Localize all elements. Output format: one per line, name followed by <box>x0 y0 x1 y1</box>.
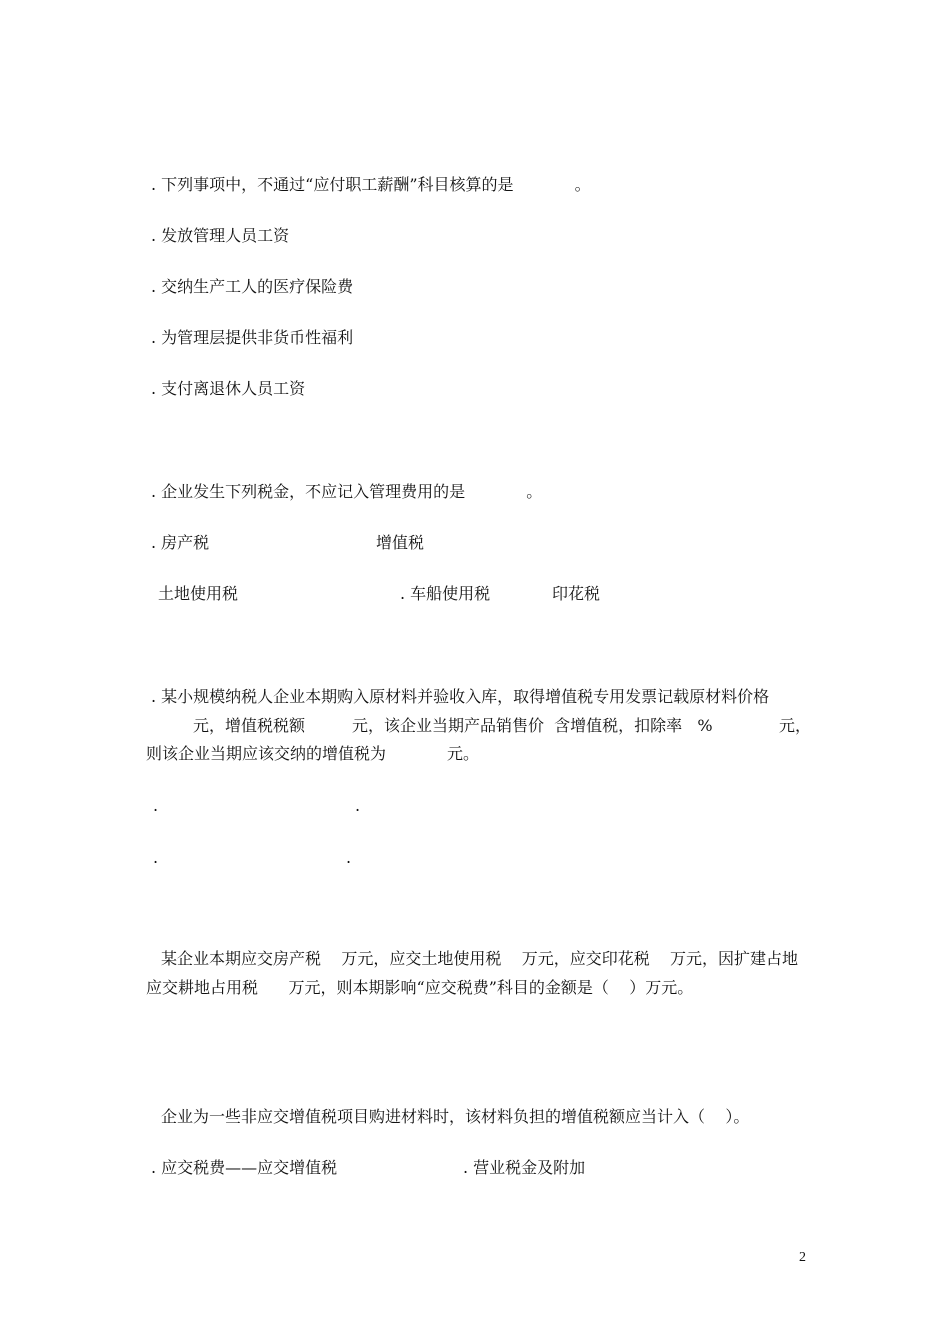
q5-option-b: . 营业税金及附加 <box>463 1158 586 1177</box>
q3-option-b: . <box>355 796 361 815</box>
q4-line-2: 应交耕地占用税 万元，则本期影响“应交税费”科目的金额是（ ）万元。 <box>146 978 694 997</box>
q4-line-1: 某企业本期应交房产税 万元，应交土地使用税 万元，应交印花税 万元，因扩建占地 <box>161 949 799 968</box>
q5-option-a: . 应交税费——应交增值税 <box>151 1158 338 1177</box>
q1-option-b: . 交纳生产工人的医疗保险费 <box>151 277 354 296</box>
q1-stem: . 下列事项中，不通过“应付职工薪酬”科目核算的是 。 <box>151 175 591 194</box>
q3-line-1: . 某小规模纳税人企业本期购入原材料并验收入库，取得增值税专用发票记载原材料价格 <box>151 687 770 706</box>
q1-option-a: . 发放管理人员工资 <box>151 226 290 245</box>
q3-line-2c: 元， <box>779 716 812 735</box>
q5-stem: 企业为一些非应交增值税项目购进材料时，该材料负担的增值税额应当计入（ ）。 <box>161 1107 750 1126</box>
q3-option-c: . <box>153 848 159 867</box>
q2-option-a: . 房产税 <box>151 533 210 552</box>
q3-option-d: . <box>346 848 352 867</box>
q2-option-e: 印花税 <box>552 584 601 603</box>
q2-option-d: . 车船使用税 <box>400 584 491 603</box>
page-number: 2 <box>799 1250 806 1265</box>
q3-line-2b: 元，该企业当期产品销售价 含增值税，扣除率 % <box>352 716 713 735</box>
q3-line-3: 则该企业当期应该交纳的增值税为 元。 <box>146 744 480 763</box>
q3-option-a: . <box>153 796 159 815</box>
q1-option-c: . 为管理层提供非货币性福利 <box>151 328 354 347</box>
q3-line-2a: 元，增值税税额 <box>193 716 306 735</box>
q2-stem: . 企业发生下列税金，不应记入管理费用的是 。 <box>151 482 543 501</box>
q1-option-d: . 支付离退休人员工资 <box>151 379 306 398</box>
q2-option-b: 增值税 <box>376 533 425 552</box>
q2-option-c: 土地使用税 <box>158 584 239 603</box>
